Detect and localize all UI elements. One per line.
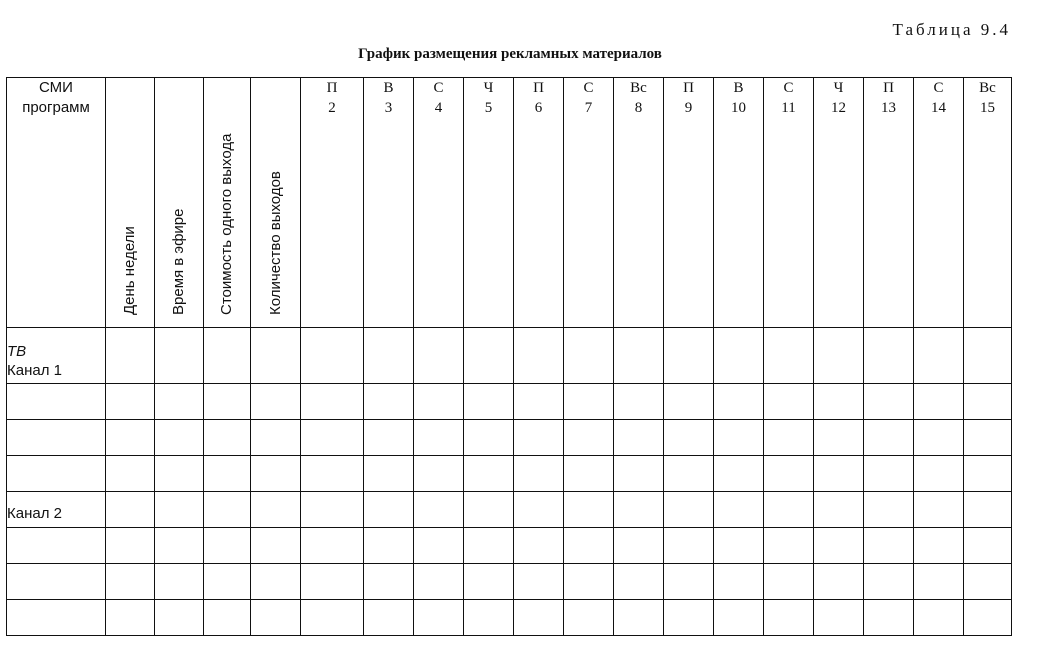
table-cell xyxy=(364,420,414,456)
table-row xyxy=(7,328,1012,384)
table-cell xyxy=(301,456,364,492)
table-row xyxy=(7,456,1012,492)
table-cell xyxy=(714,328,764,384)
table-cell xyxy=(464,528,514,564)
table-cell xyxy=(155,384,204,420)
table-cell xyxy=(814,528,864,564)
table-cell xyxy=(664,328,714,384)
table-cell xyxy=(364,528,414,564)
table-cell xyxy=(251,384,301,420)
cost-header xyxy=(204,78,251,328)
table-row xyxy=(7,384,1012,420)
table-cell xyxy=(364,492,414,528)
day-header: В 3 xyxy=(364,78,414,328)
table-cell xyxy=(464,600,514,636)
row-label-cell xyxy=(7,600,106,636)
table-cell xyxy=(864,328,914,384)
table-cell xyxy=(914,564,964,600)
table-cell xyxy=(204,600,251,636)
table-cell xyxy=(914,420,964,456)
table-cell xyxy=(155,564,204,600)
table-cell xyxy=(964,564,1012,600)
table-cell xyxy=(106,456,155,492)
table-cell xyxy=(251,528,301,564)
table-cell xyxy=(614,564,664,600)
day-header: С 4 xyxy=(414,78,464,328)
table-cell xyxy=(564,384,614,420)
row-label-cell xyxy=(7,384,106,420)
table-cell xyxy=(464,420,514,456)
table-cell xyxy=(814,420,864,456)
table-cell xyxy=(106,492,155,528)
table-row xyxy=(7,564,1012,600)
table-cell xyxy=(614,420,664,456)
count-label: Количество выходов xyxy=(266,171,284,315)
table-cell xyxy=(204,384,251,420)
table-cell xyxy=(964,384,1012,420)
table-cell xyxy=(106,600,155,636)
table-cell xyxy=(155,456,204,492)
table-cell xyxy=(614,528,664,564)
table-cell xyxy=(864,456,914,492)
table-row xyxy=(7,420,1012,456)
smi-header xyxy=(7,78,106,328)
table-cell xyxy=(414,384,464,420)
day-header: С 11 xyxy=(764,78,814,328)
table-body xyxy=(7,328,1012,636)
table-cell xyxy=(204,456,251,492)
table-cell xyxy=(106,564,155,600)
table-cell xyxy=(204,564,251,600)
table-cell xyxy=(564,420,614,456)
table-cell xyxy=(914,492,964,528)
row-label-cell xyxy=(7,328,106,384)
table-cell xyxy=(464,492,514,528)
table-cell xyxy=(564,600,614,636)
table-cell xyxy=(764,456,814,492)
day-header: Вс 15 xyxy=(964,78,1012,328)
day-header: П 9 xyxy=(664,78,714,328)
table-cell xyxy=(301,564,364,600)
table-cell xyxy=(301,384,364,420)
table-cell xyxy=(414,420,464,456)
table-cell xyxy=(251,600,301,636)
table-cell xyxy=(251,420,301,456)
table-cell xyxy=(964,600,1012,636)
table-cell xyxy=(251,564,301,600)
table-cell xyxy=(614,384,664,420)
table-cell xyxy=(864,420,914,456)
table-cell xyxy=(514,420,564,456)
table-cell xyxy=(714,384,764,420)
table-cell xyxy=(914,456,964,492)
ad-schedule-table xyxy=(6,77,1012,636)
table-cell xyxy=(864,384,914,420)
row-label-cell xyxy=(7,456,106,492)
count-header xyxy=(251,78,301,328)
table-cell xyxy=(414,328,464,384)
table-cell xyxy=(664,420,714,456)
table-cell xyxy=(106,528,155,564)
table-cell xyxy=(914,328,964,384)
row-label-cell xyxy=(7,492,106,528)
table-cell xyxy=(106,328,155,384)
table-cell xyxy=(714,600,764,636)
table-row xyxy=(7,528,1012,564)
table-cell xyxy=(664,528,714,564)
table-cell xyxy=(364,384,414,420)
table-cell xyxy=(155,420,204,456)
row-label-cell xyxy=(7,420,106,456)
table-cell xyxy=(664,384,714,420)
table-cell xyxy=(714,420,764,456)
table-cell xyxy=(814,600,864,636)
table-cell xyxy=(564,328,614,384)
header-row xyxy=(7,78,1012,328)
table-cell xyxy=(764,328,814,384)
table-cell xyxy=(864,600,914,636)
airtime-label: Время в эфире xyxy=(170,208,187,315)
table-cell xyxy=(204,492,251,528)
table-cell xyxy=(964,492,1012,528)
day-header: С 7 xyxy=(564,78,614,328)
day-header: П 6 xyxy=(514,78,564,328)
table-cell xyxy=(364,328,414,384)
table-cell xyxy=(914,528,964,564)
table-cell xyxy=(814,456,864,492)
table-cell xyxy=(714,456,764,492)
table-cell xyxy=(864,564,914,600)
table-cell xyxy=(204,328,251,384)
table-cell xyxy=(714,564,764,600)
table-cell xyxy=(251,328,301,384)
table-cell xyxy=(514,456,564,492)
table-cell xyxy=(155,600,204,636)
table-cell xyxy=(155,328,204,384)
smi-header-line2: программ xyxy=(22,99,90,116)
table-cell xyxy=(464,384,514,420)
table-cell xyxy=(964,328,1012,384)
table-cell xyxy=(564,492,614,528)
table-cell xyxy=(964,420,1012,456)
document-title: График размещения рекламных материалов xyxy=(358,46,662,62)
day-header: В 10 xyxy=(714,78,764,328)
table-cell xyxy=(464,564,514,600)
row-label-cell xyxy=(7,528,106,564)
table-cell xyxy=(764,600,814,636)
table-cell xyxy=(614,328,664,384)
cost-label: Стоимость одного выхода xyxy=(218,133,235,315)
table-cell xyxy=(814,328,864,384)
table-cell xyxy=(414,528,464,564)
table-cell xyxy=(464,456,514,492)
day-header: Ч 5 xyxy=(464,78,514,328)
day-header: П 13 xyxy=(864,78,914,328)
table-cell xyxy=(301,600,364,636)
table-cell xyxy=(664,564,714,600)
table-cell xyxy=(564,456,614,492)
table-cell xyxy=(764,564,814,600)
table-cell xyxy=(106,384,155,420)
table-cell xyxy=(864,492,914,528)
day-header: Ч 12 xyxy=(814,78,864,328)
table-cell xyxy=(764,528,814,564)
table-cell xyxy=(514,564,564,600)
table-cell xyxy=(714,528,764,564)
table-cell xyxy=(414,600,464,636)
table-cell xyxy=(464,328,514,384)
table-cell xyxy=(764,420,814,456)
table-cell xyxy=(414,456,464,492)
day-header: С 14 xyxy=(914,78,964,328)
table-cell xyxy=(514,600,564,636)
table-cell xyxy=(614,456,664,492)
table-cell xyxy=(664,492,714,528)
tv-label: ТВ xyxy=(7,343,27,360)
table-cell xyxy=(514,492,564,528)
table-cell xyxy=(514,384,564,420)
row-label-cell xyxy=(7,564,106,600)
table-cell xyxy=(614,600,664,636)
table-cell xyxy=(204,420,251,456)
table-cell xyxy=(964,528,1012,564)
table-cell xyxy=(251,456,301,492)
table-cell xyxy=(814,492,864,528)
table-cell xyxy=(514,528,564,564)
day-of-week-header xyxy=(106,78,155,328)
table-cell xyxy=(301,492,364,528)
table-cell xyxy=(564,528,614,564)
table-cell xyxy=(106,420,155,456)
table-cell xyxy=(301,420,364,456)
table-cell xyxy=(155,492,204,528)
table-cell xyxy=(414,492,464,528)
table-cell xyxy=(864,528,914,564)
table-row xyxy=(7,600,1012,636)
table-cell xyxy=(364,456,414,492)
table-cell xyxy=(514,328,564,384)
table-cell xyxy=(364,600,414,636)
airtime-header xyxy=(155,78,204,328)
day-header: П 2 xyxy=(301,78,364,328)
table-cell xyxy=(714,492,764,528)
table-cell xyxy=(914,384,964,420)
table-cell xyxy=(564,564,614,600)
table-cell xyxy=(814,384,864,420)
table-number: Таблица 9.4 xyxy=(892,20,1011,39)
table-cell xyxy=(664,600,714,636)
day-of-week-label: День недели xyxy=(121,226,138,315)
table-cell xyxy=(364,564,414,600)
table-cell xyxy=(614,492,664,528)
table-cell xyxy=(964,456,1012,492)
table-cell xyxy=(764,384,814,420)
table-cell xyxy=(914,600,964,636)
table-cell xyxy=(664,456,714,492)
table-cell xyxy=(814,564,864,600)
table-row xyxy=(7,492,1012,528)
table-cell xyxy=(301,328,364,384)
smi-header-line1: СМИ xyxy=(39,79,73,96)
table-cell xyxy=(251,492,301,528)
table-cell xyxy=(204,528,251,564)
table-cell xyxy=(414,564,464,600)
table-cell xyxy=(301,528,364,564)
day-header: Вс 8 xyxy=(614,78,664,328)
table-cell xyxy=(155,528,204,564)
table-cell xyxy=(764,492,814,528)
channel-2-label: Канал 2 xyxy=(7,505,62,522)
channel-1-label: Канал 1 xyxy=(7,362,62,379)
